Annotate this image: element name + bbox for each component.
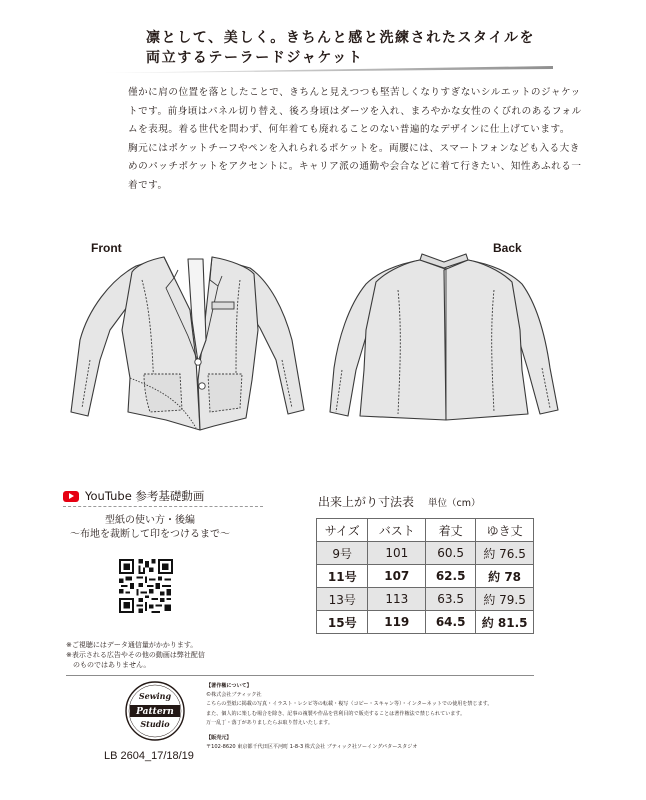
front-label: Front <box>91 241 122 255</box>
table-cell: 113 <box>368 588 426 611</box>
table-cell: 101 <box>368 542 426 565</box>
youtube-heading-text: YouTube 参考基礎動画 <box>85 489 205 503</box>
logo-text-2: Pattern <box>136 707 174 717</box>
front-jacket-illustration <box>70 240 322 435</box>
sewing-pattern-studio-logo <box>124 680 186 742</box>
table-row <box>317 542 534 565</box>
table-cell: 13号 <box>317 588 368 611</box>
table-cell: 62.5 <box>426 565 476 588</box>
table-row <box>317 565 534 588</box>
header-size: サイズ <box>317 519 368 542</box>
seller-heading: 【販売元】 <box>206 735 232 742</box>
product-code: LB 2604_17/18/19 <box>104 750 194 762</box>
headline <box>146 28 566 68</box>
table-row <box>317 588 534 611</box>
table-cell: 11号 <box>317 565 368 588</box>
headline-line-2: 両立するテーラードジャケット <box>146 50 364 66</box>
table-cell: 63.5 <box>426 588 476 611</box>
back-jacket-illustration <box>328 250 568 434</box>
legal-line-2: また、個人的に楽しむ場合を除き、記事の複製や作品を営利目的で販売することは著作権法で禁じられています。 <box>206 710 466 717</box>
qr-code-icon[interactable] <box>119 559 173 613</box>
note-line-3: のものではありません。 <box>66 661 151 669</box>
copyright-heading: 【著作権について】 <box>206 683 252 689</box>
footer-rule <box>66 675 534 676</box>
table-cell: 約 78 <box>476 565 534 588</box>
table-cell: 64.5 <box>426 611 476 634</box>
intro-paragraph-1: 僅かに肩の位置を落としたことで、きちんと見えつつも堅苦しくなりすぎないシルエットのジャケットです。前身頃はパネル切り替え、後ろ身頃はダーツを入れ、まろやかな女性のくびれのあるフォルムを表現。着る世代を問わず、何年着ても廃れることのない普遍的なデザインに仕上げています。 <box>128 87 582 136</box>
legal-text <box>206 682 536 752</box>
table-row <box>317 611 534 634</box>
intro-text <box>128 84 582 196</box>
table-cell: 約 79.5 <box>476 588 534 611</box>
youtube-heading <box>63 488 204 504</box>
header-sleeve: ゆき丈 <box>476 519 534 542</box>
headline-line-1: 凛として、美しく。きちんと感と洗練されたスタイルを <box>146 30 536 46</box>
seller-address: 〒102-8620 東京都千代田区平河町 1-8-3 株式会社 ブティック社ソーイングパタースタジオ <box>206 744 418 751</box>
video-title-line-1: 型紙の使い方・後編 <box>105 515 195 526</box>
note-line-2: ※表示される広告やその他の動画は弊社配信 <box>66 651 205 659</box>
table-cell: 15号 <box>317 611 368 634</box>
note-line-1: ※ご視聴にはデータ通信量がかかります。 <box>66 641 198 649</box>
size-table-unit: 単位（cm） <box>428 498 481 509</box>
table-cell: 119 <box>368 611 426 634</box>
header-bust: バスト <box>368 519 426 542</box>
size-table-header-row <box>317 519 534 542</box>
size-table <box>316 518 534 634</box>
table-cell: 60.5 <box>426 542 476 565</box>
size-table-title <box>318 493 481 510</box>
intro-paragraph-2: 胸元にはポケットチーフやペンを入れられるポケットを。両腰には、スマートフォンなども入る大きめのパッチポケットをアクセントに。キャリア派の通勤や会合などに着て行きたい、知性あふれる一着です。 <box>128 142 582 191</box>
legal-line-3: 万一乱丁・落丁がありましたらお取り替えいたします。 <box>206 719 333 726</box>
notes <box>66 640 276 670</box>
video-title-line-2: ～布地を裁断して印をつけるまで～ <box>70 529 230 540</box>
table-cell: 9号 <box>317 542 368 565</box>
table-cell: 約 81.5 <box>476 611 534 634</box>
table-cell: 約 76.5 <box>476 542 534 565</box>
table-cell: 107 <box>368 565 426 588</box>
copyright-holder: ©株式会社ブティック社 <box>206 692 262 699</box>
size-table-heading: 出来上がり寸法表 <box>318 495 415 509</box>
logo-text-1: Sewing <box>138 691 172 701</box>
logo-text-3: Studio <box>140 719 170 729</box>
youtube-play-icon <box>63 491 79 502</box>
header-length: 着丈 <box>426 519 476 542</box>
youtube-divider <box>63 506 263 507</box>
video-title <box>50 514 250 542</box>
legal-line-1: こちらの型紙に掲載の写真・イラスト・レシピ等の転載・複写（コピー・スキャン等）・インターネットでの使用を禁じます。 <box>206 701 493 708</box>
headline-rule <box>98 66 553 73</box>
back-label: Back <box>493 241 522 255</box>
